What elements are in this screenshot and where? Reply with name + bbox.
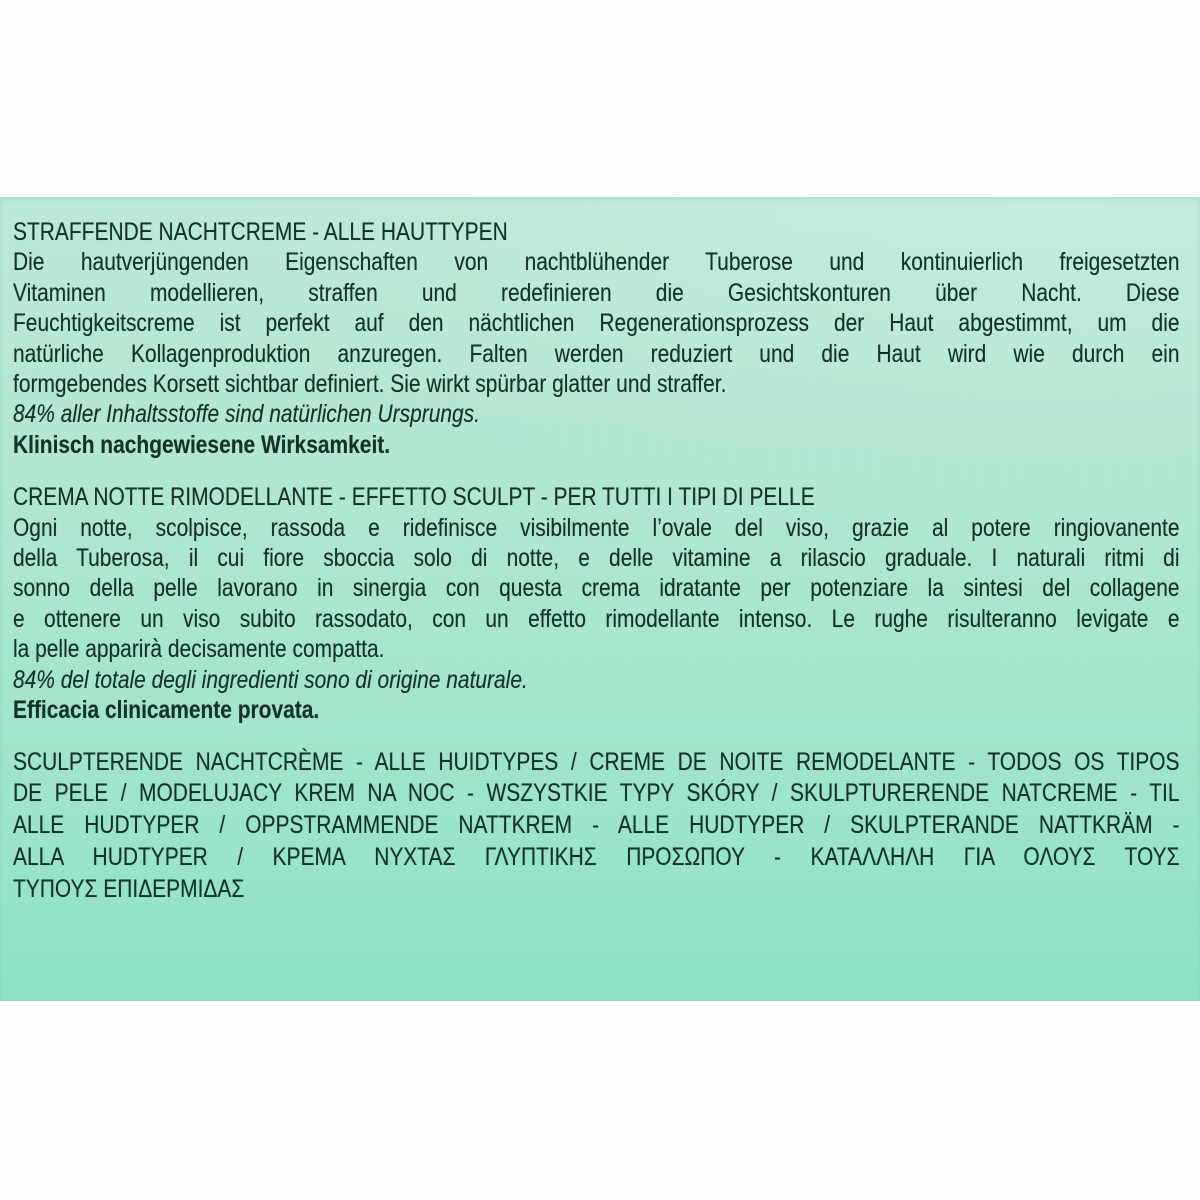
german-body: [13, 247, 1179, 399]
text-line: Feuchtigkeitscreme ist perfekt auf den nächtlichen Regenerationsprozess der Haut abgestimmt, um die: [13, 309, 1180, 338]
label-text: [13, 217, 1179, 905]
section-german: [13, 217, 1179, 460]
german-natural-origin-claim: 84% aller Inhaltsstoffe sind natürlichen Ursprungs.: [13, 400, 480, 429]
italian-body: [13, 513, 1179, 665]
label-panel: [0, 197, 1200, 1001]
text-line: Ogni notte, scolpisce, rassoda e ridefinisce visibilmente l’ovale del viso, grazie al potere ringiovanente: [13, 513, 1180, 542]
text-line: ALLA HUDTYPER / ΚΡΕΜΑ ΝΥΧΤΑΣ ΓΛΥΠΤΙΚΗΣ ΠΡΟΣΩΠΟΥ - ΚΑΤΑΛΛΗΛΗ ΓΙΑ ΟΛΟΥΣ ΤΟΥΣ: [13, 842, 1180, 871]
german-title: STRAFFENDE NACHTCREME - ALLE HAUTTYPEN: [13, 218, 508, 246]
italian-clinical-claim: Efficacia clinicamente provata.: [13, 696, 320, 725]
text-line: la pelle apparirà decisamente compatta.: [13, 635, 385, 664]
text-line: e ottenere un viso subito rassodato, con un effetto rimodellante intenso. Le rughe risulteranno levigate e: [13, 604, 1180, 633]
text-line: natürliche Kollagenproduktion anzuregen. Falten werden reduziert und die Haut wird wie durch ein: [13, 339, 1180, 368]
italian-natural-origin-claim: 84% del totale degli ingredienti sono di origine naturale.: [13, 665, 528, 694]
text-line: ΤΥΠΟΥΣ ΕΠΙΔΕΡΜΙΔΑΣ: [13, 874, 245, 903]
text-line: ALLE HUDTYPER / OPPSTRAMMENDE NATTKREM - ALLE HUDTYPER / SKULPTERANDE NATTKRÄM -: [13, 811, 1180, 840]
text-line: Vitaminen modellieren, straffen und redefinieren die Gesichtskonturen über Nacht. Diese: [13, 278, 1180, 307]
text-line: formgebendes Korsett sichtbar definiert. Sie wirkt spürbar glatter und straffer.: [13, 370, 727, 399]
italian-title: CREMA NOTTE RIMODELLANTE - EFFETTO SCULPT - PER TUTTI I TIPI DI PELLE: [13, 483, 815, 512]
section-multilingual: [13, 747, 1179, 906]
text-line: SCULPTERENDE NACHTCRÈME - ALLE HUIDTYPES / CREME DE NOITE REMODELANTE - TODOS OS TIPOS: [13, 747, 1180, 776]
german-clinical-claim: Klinisch nachgewiesene Wirksamkeit.: [13, 430, 391, 459]
text-line: sonno della pelle lavorano in sinergia con questa crema idratante per potenziare la sintesi del collagene: [13, 574, 1180, 603]
text-line: DE PELE / MODELUJACY KREM NA NOC - WSZYSTKIE TYPY SKÓRY / SKULPTURERENDE NATCREME - TIL: [13, 779, 1180, 808]
section-italian: [13, 482, 1179, 725]
text-line: della Tuberosa, il cui fiore sboccia solo di notte, e delle vitamine a rilascio graduale. I naturali ritmi di: [13, 544, 1180, 573]
text-line: Die hautverjüngenden Eigenschaften von nachtblühender Tuberose und kontinuierlich freigesetzten: [13, 248, 1180, 277]
